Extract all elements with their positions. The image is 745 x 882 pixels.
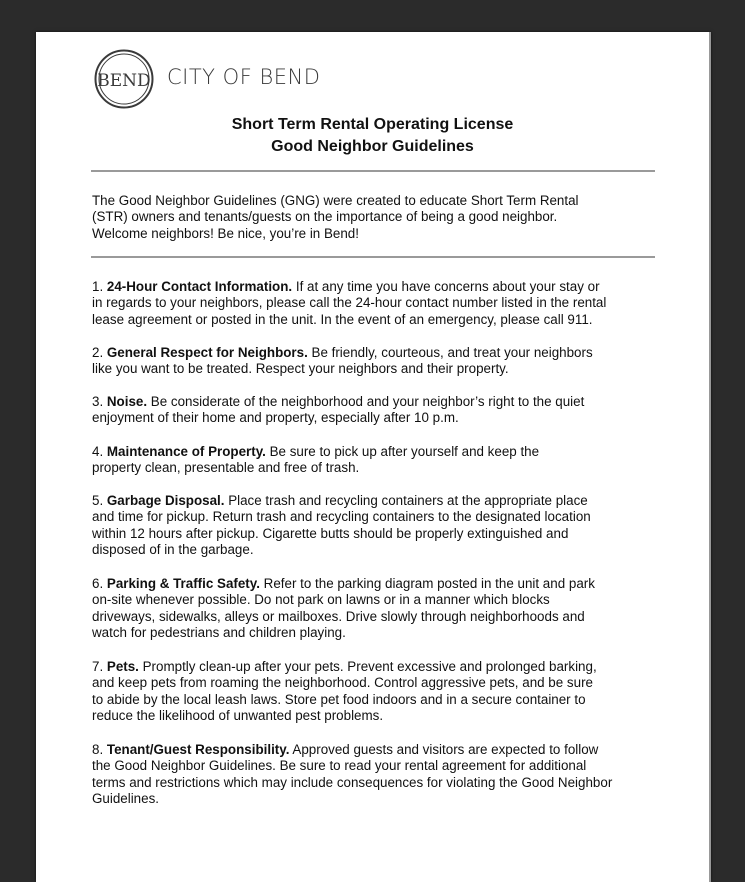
item-text: watch for pedestrians and children playing. xyxy=(92,624,346,640)
guideline-item-4 xyxy=(92,444,667,477)
item-text: to abide by the local leash laws. Store pet food indoors and in a secure container to xyxy=(92,691,586,707)
item-heading: General Respect for Neighbors. xyxy=(106,345,308,360)
item-text: and time for pickup. Return trash and recycling containers to the designated location xyxy=(92,509,591,525)
item-text: terms and restrictions which may include consequences for violating the Good Neighbor xyxy=(92,774,613,790)
item-text: driveways, sidewalks, alleys or mailboxes. Drive slowly through neighborhoods and xyxy=(92,608,585,624)
item-text: on-site whenever possible. Do not park on lawns or in a manner which blocks xyxy=(92,592,550,608)
item-text: property clean, presentable and free of trash. xyxy=(92,460,360,476)
item-text: Place trash and recycling containers at the appropriate place xyxy=(224,493,588,508)
item-text: reduce the likelihood of unwanted pest problems. xyxy=(92,707,384,723)
item-heading: Pets. xyxy=(106,659,139,674)
divider-bottom xyxy=(91,256,655,258)
item-number: 5. xyxy=(92,493,107,508)
item-heading: 24-Hour Contact Information. xyxy=(106,279,293,294)
item-number: 2. xyxy=(92,345,107,360)
item-number: 4. xyxy=(92,444,107,459)
document-page xyxy=(36,32,711,882)
item-heading: Parking & Traffic Safety. xyxy=(106,576,260,591)
intro-line: Welcome neighbors! Be nice, you’re in Bend! xyxy=(92,225,359,241)
city-name: CITY OF BEND xyxy=(167,65,321,89)
item-heading: Maintenance of Property. xyxy=(106,444,266,459)
item-text: disposed of in the garbage. xyxy=(92,541,254,557)
item-number: 8. xyxy=(92,742,107,757)
item-text: the Good Neighbor Guidelines. Be sure to read your rental agreement for additional xyxy=(92,758,587,774)
item-text: Be friendly, courteous, and treat your neighbors xyxy=(307,345,593,360)
guideline-item-2 xyxy=(92,345,667,378)
item-text: like you want to be treated. Respect your neighbors and their property. xyxy=(92,361,509,377)
item-number: 6. xyxy=(92,576,107,591)
document-subtitle: Good Neighbor Guidelines xyxy=(271,138,474,155)
item-text: and keep pets from roaming the neighborhood. Control aggressive pets, and be sure xyxy=(92,675,593,691)
item-number: 3. xyxy=(92,394,107,409)
logo-lettering: BEND xyxy=(97,71,151,91)
guideline-item-1 xyxy=(92,279,667,328)
item-text: within 12 hours after pickup. Cigarette butts should be properly extinguished and xyxy=(92,525,569,541)
item-heading: Garbage Disposal. xyxy=(106,493,225,508)
item-text: Promptly clean-up after your pets. Prevent excessive and prolonged barking, xyxy=(138,659,597,674)
item-text: Approved guests and visitors are expected to follow xyxy=(289,742,599,757)
item-text: Be sure to pick up after yourself and keep the xyxy=(265,444,540,459)
guideline-item-5 xyxy=(92,493,667,558)
guideline-item-6 xyxy=(92,576,667,641)
item-heading: Noise. xyxy=(106,394,148,409)
item-heading: Tenant/Guest Responsibility. xyxy=(106,742,290,757)
item-text: Guidelines. xyxy=(92,790,159,806)
intro-paragraph xyxy=(92,193,667,242)
intro-line: (STR) owners and tenants/guests on the importance of being a good neighbor. xyxy=(92,209,558,225)
city-of-bend-seal-logo xyxy=(94,49,154,109)
item-text: in regards to your neighbors, please call the 24-hour contact number listed in the rental xyxy=(92,295,607,311)
divider-top xyxy=(91,170,655,172)
item-text: Be considerate of the neighborhood and your neighbor’s right to the quiet xyxy=(147,394,585,409)
guideline-item-3 xyxy=(92,394,667,427)
guideline-item-8 xyxy=(92,742,667,807)
item-number: 1. xyxy=(92,279,107,294)
item-text: lease agreement or posted in the unit. In the event of an emergency, please call 911. xyxy=(92,311,593,327)
item-text: If at any time you have concerns about your stay or xyxy=(292,279,600,294)
guideline-item-7 xyxy=(92,659,667,724)
document-title: Short Term Rental Operating License xyxy=(231,116,514,133)
intro-line: The Good Neighbor Guidelines (GNG) were created to educate Short Term Rental xyxy=(92,193,579,208)
item-text: enjoyment of their home and property, especially after 10 p.m. xyxy=(92,410,459,426)
item-text: Refer to the parking diagram posted in the unit and park xyxy=(259,576,595,591)
item-number: 7. xyxy=(92,659,107,674)
